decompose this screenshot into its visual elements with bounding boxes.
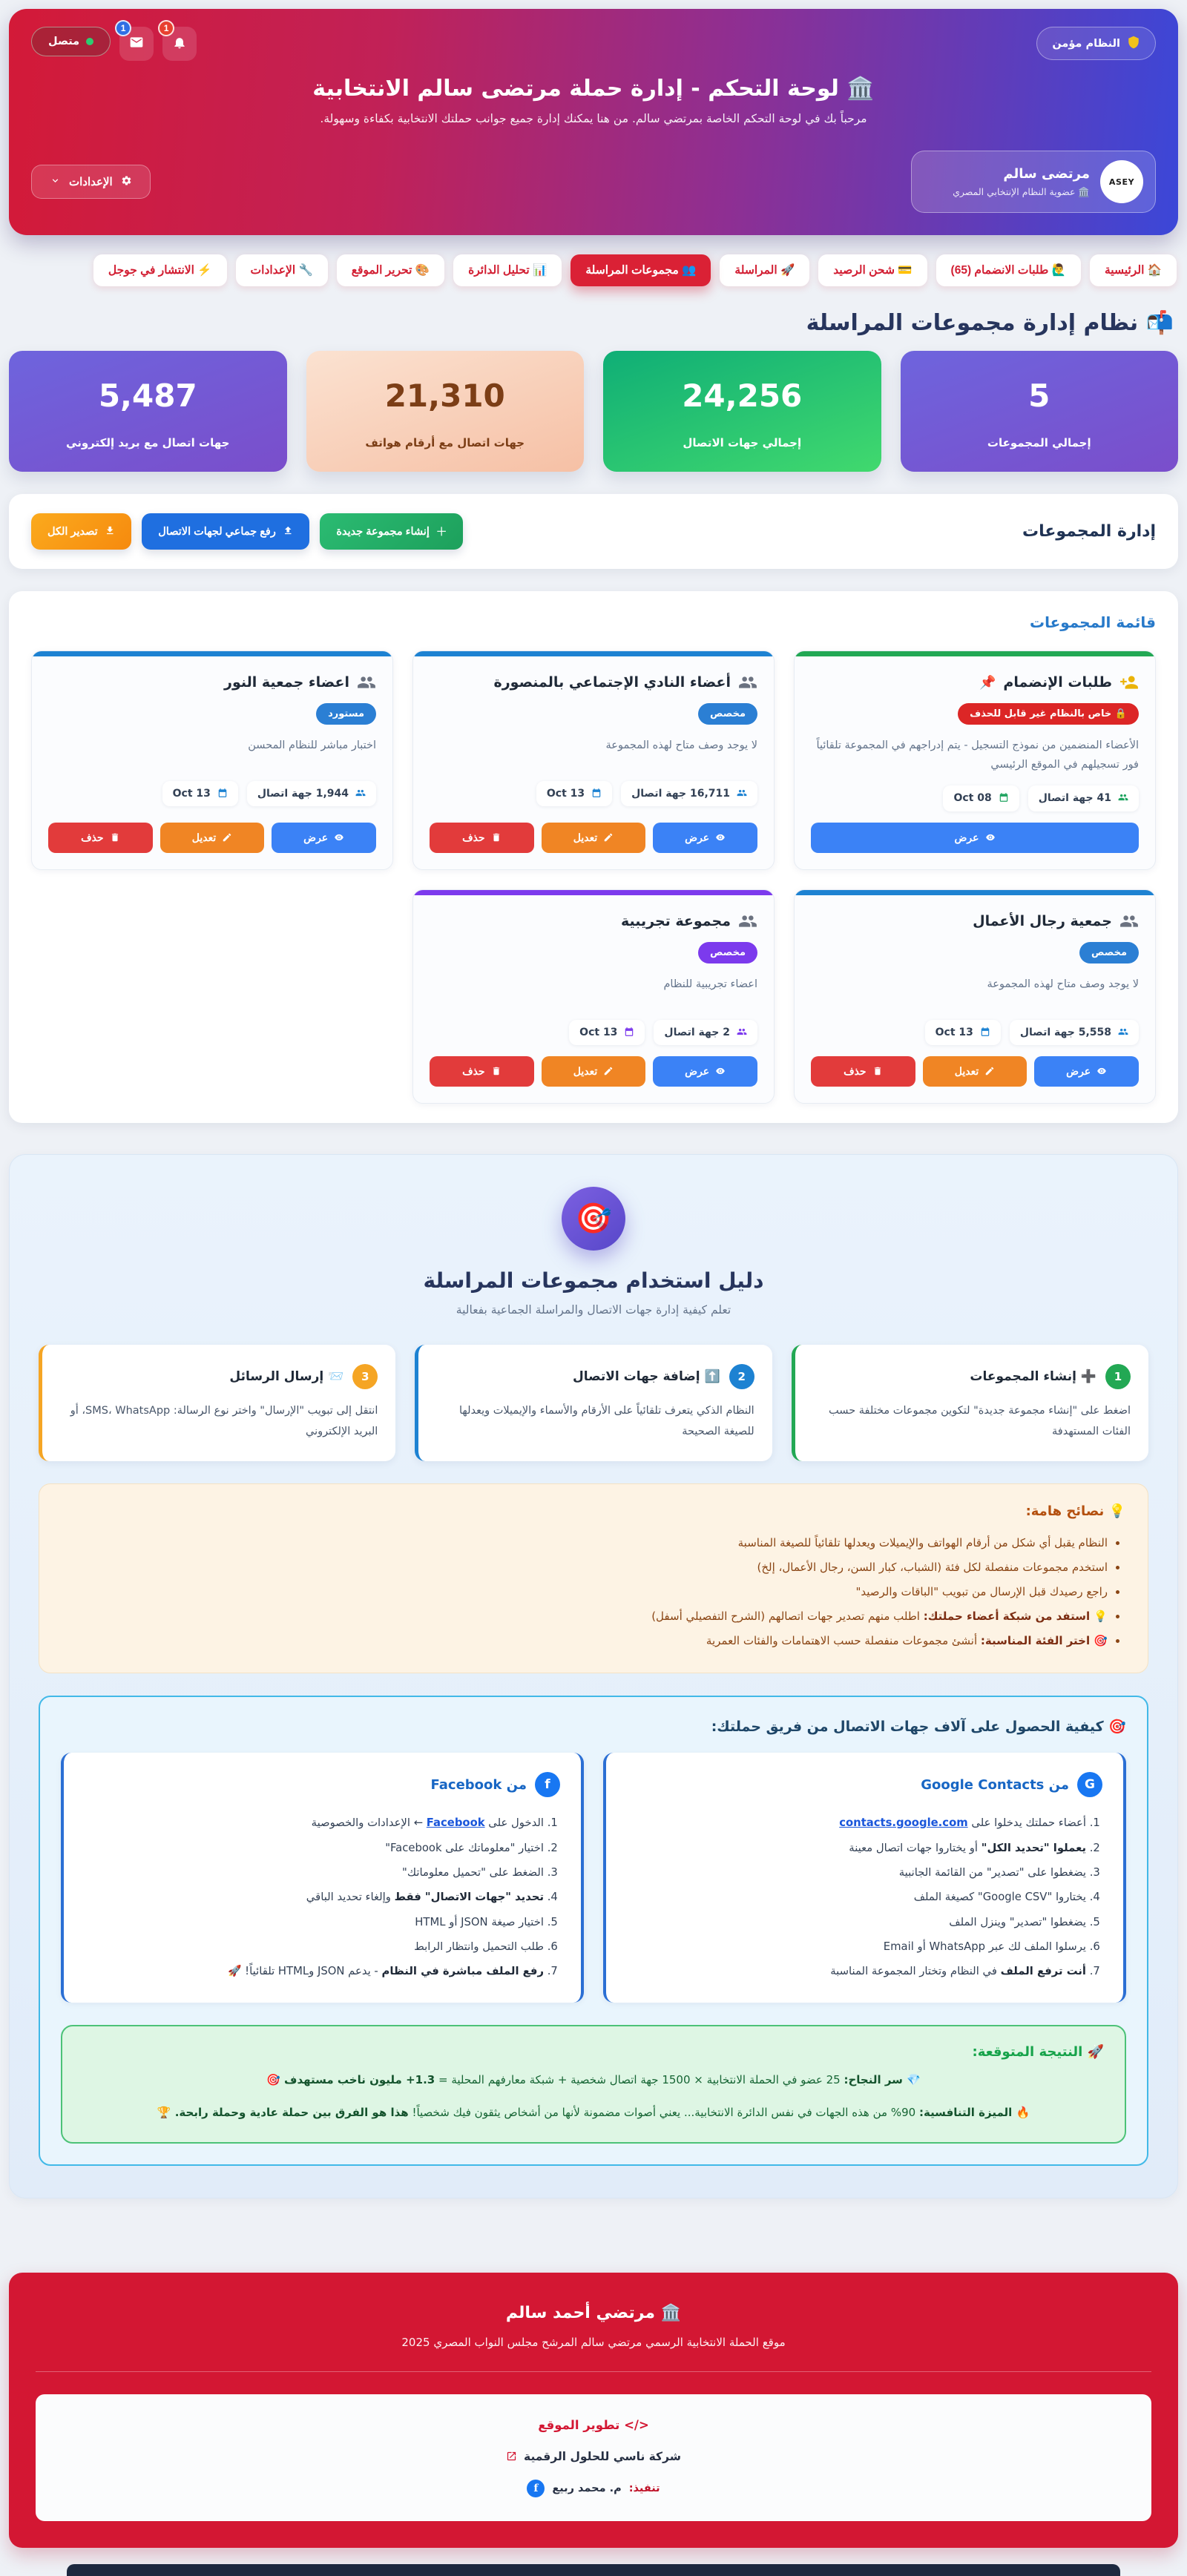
group-title: اعضاء جمعية النور — [224, 674, 349, 691]
step-text: انتقل إلى تبويب "الإرسال" واختر نوع الرسالة: SMS، WhatsApp، أو البريد الإلكتروني — [70, 1404, 378, 1438]
howto-step: 7. أنت ترفع الملف في النظام وتختار المجموعة المناسبة — [627, 1959, 1086, 1983]
group-description: الأعضاء المنضمين من نموذج التسجيل - يتم إدراجهم في المجموعة تلقائياً فور تسجيلهم في الموقع الرئيسي — [816, 739, 1139, 771]
stat-value: 5 — [1028, 378, 1050, 414]
eye-icon — [1096, 1065, 1107, 1077]
howto-step: 5. يضغطوا "تصدير" وينزل الملف — [627, 1910, 1086, 1934]
connection-status-pill — [31, 27, 111, 56]
messages-button[interactable] — [119, 23, 154, 61]
footer — [9, 2273, 1178, 2548]
tips-title: 💡 نصائح هامة: — [1025, 1503, 1125, 1520]
howto-title: 🎯 كيفية الحصول على آلاف جهات الاتصال من فريق حملتك: — [711, 1719, 1126, 1736]
create-group-label: إنشاء مجموعة جديدة — [336, 525, 430, 538]
howto-step: 1. أعضاء حملتك يدخلوا على contacts.google.com — [627, 1811, 1086, 1835]
people-icon — [737, 788, 747, 800]
group-title: طلبات الإنضمام — [1003, 674, 1112, 691]
stat-label: جهات اتصال مع أرقام هواتف — [365, 436, 525, 449]
facebook-link[interactable]: Facebook — [426, 1816, 485, 1830]
header — [9, 9, 1178, 235]
google-steps — [627, 1811, 1102, 1983]
delete-group-button[interactable] — [48, 823, 153, 853]
group-title: أعضاء النادي الإجتماعي بالمنصورة — [493, 674, 731, 691]
pencil-icon — [222, 831, 232, 843]
online-dot-icon — [86, 38, 93, 45]
trash-icon — [491, 1065, 502, 1077]
gear-icon — [121, 175, 132, 188]
eye-icon — [985, 831, 996, 843]
step-number: 1 — [1105, 1364, 1131, 1389]
view-label: عرض — [1066, 1064, 1091, 1077]
eye-icon — [715, 831, 726, 843]
dev-company-name: شركة ناسي للحلول الرقمية — [524, 2450, 681, 2464]
group-card-social-club — [412, 650, 775, 870]
group-description: لا يوجد وصف متاح لهذه المجموعة — [987, 978, 1139, 990]
user-role: 🏛️ عضوية النظام الإنتخابي المصري — [953, 185, 1090, 197]
avatar-logo-text: ASEY — [1108, 177, 1135, 187]
step-number: 2 — [729, 1364, 754, 1389]
manage-buttons — [31, 513, 463, 550]
tab-home[interactable]: 🏠 الرئيسية — [1090, 254, 1177, 286]
delete-label: حذف — [462, 831, 485, 843]
step-text: اضغط على "إنشاء مجموعة جديدة" لتكوين مجموعات مختلفة حسب الفئات المستهدفة — [829, 1404, 1131, 1438]
view-group-button[interactable] — [272, 823, 376, 853]
delete-label: حذف — [81, 831, 104, 843]
group-description: لا يوجد وصف متاح لهذه المجموعة — [605, 739, 757, 751]
contacts-count: 5,558 جهة اتصال — [1019, 1026, 1111, 1038]
pencil-icon — [603, 1065, 614, 1077]
guide-subtitle: تعلم كيفية إدارة جهات الاتصال والمراسلة الجماعية بفعالية — [456, 1302, 731, 1317]
notifications-button[interactable] — [162, 23, 197, 61]
facebook-heading: من Facebook — [430, 1776, 527, 1793]
calendar-icon — [217, 788, 228, 800]
google-icon: G — [1077, 1772, 1102, 1797]
people-icon — [737, 1027, 747, 1038]
user-chip[interactable] — [911, 151, 1156, 213]
people-icon — [357, 673, 376, 692]
user-name: مرتضى سالم — [1003, 165, 1090, 182]
howto-step: 6. يرسلوا الملف لك عبر WhatsApp أو Email — [627, 1934, 1086, 1959]
create-group-button[interactable] — [320, 513, 463, 550]
card-accent-bar — [795, 890, 1155, 895]
google-contacts-card — [603, 1753, 1126, 2003]
date-value: Oct 08 — [953, 792, 992, 805]
page-subtitle: مرحباً بك في لوحة التحكم الخاصة بمرتضي سالم. من هنا يمكنك إدارة جميع جوانب حملتك الانتخابية بكفاءة وسهولة. — [320, 112, 867, 125]
date-pill — [925, 1020, 1001, 1045]
contacts-count-pill — [247, 781, 376, 806]
tab-district-analysis[interactable]: 📊 تحليل الدائرة — [453, 254, 562, 286]
export-all-button[interactable] — [31, 513, 131, 550]
howto-step: 2. يعملوا "تحديد الكل" أو يختاروا جهات اتصال معينة — [627, 1836, 1086, 1860]
group-description: اختبار مباشر للنظام المحسن — [248, 739, 376, 751]
guide-step-create — [792, 1345, 1148, 1462]
avatar — [1100, 160, 1143, 203]
credit-name: م. محمد ربيع — [552, 2483, 622, 2495]
facebook-icon: f — [535, 1772, 560, 1797]
date-pill — [536, 781, 612, 806]
stat-value: 24,256 — [682, 378, 803, 414]
contacts-count: 16,711 جهة اتصال — [631, 788, 730, 800]
edit-label: تعديل — [191, 831, 217, 843]
date-value: Oct 13 — [546, 788, 585, 800]
usage-guide-section — [9, 1154, 1178, 2199]
view-label: عرض — [303, 831, 329, 843]
howto-box — [39, 1696, 1148, 2166]
groups-list-title: قائمة المجموعات — [1029, 613, 1156, 631]
view-group-button[interactable] — [811, 823, 1139, 853]
contacts-count: 2 جهة اتصال — [664, 1026, 730, 1038]
pencil-icon — [984, 1065, 995, 1077]
contacts-count-pill — [621, 781, 757, 806]
eye-icon — [715, 1065, 726, 1077]
contacts-google-link[interactable]: contacts.google.com — [839, 1816, 968, 1830]
view-label: عرض — [685, 831, 710, 843]
stat-value: 21,310 — [384, 378, 505, 414]
edit-label: تعديل — [573, 831, 598, 843]
result-line: 💎 سر النجاح: 25 عضو في الحملة الانتخابية × 1500 جهة اتصال شخصية + شبكة معارفهم المحلية = 1.3+ مليون ناخب مستهدف 🎯 — [266, 2073, 921, 2087]
contacts-count-pill — [1028, 785, 1139, 811]
page-title: 🏛️ لوحة التحكم - إدارة حملة مرتضى سالم الانتخابية — [312, 76, 875, 102]
group-title: جمعية رجال الأعمال — [973, 912, 1112, 929]
bulk-upload-button[interactable] — [142, 513, 309, 550]
guide-step-send — [39, 1345, 395, 1462]
howto-step: 4. يختاروا "Google CSV" كصيغة الملف — [627, 1885, 1086, 1909]
plus-icon: ＋ — [435, 527, 447, 538]
bulk-upload-label: رفع جماعي لجهات الاتصال — [158, 525, 276, 538]
people-icon — [738, 673, 757, 692]
group-card-businessmen — [794, 889, 1156, 1104]
view-label: عرض — [954, 831, 979, 843]
tip-item: • راجع رصيدك قبل الإرسال من تبويب "الباقات والرصيد" — [62, 1580, 1108, 1604]
view-group-button[interactable] — [653, 1056, 757, 1087]
step-text: النظام الذكي يتعرف تلقائياً على الأرقام والأسماء والإيميلات ويعدلها للصيغة الصحيحة — [458, 1404, 754, 1438]
credit-label: تنفيذ: — [628, 2483, 660, 2495]
card-accent-bar — [795, 651, 1155, 656]
system-locked-badge: 🔒 خاص بالنظام غير قابل للحذف — [958, 703, 1139, 725]
step-title: ➕ إنشاء المجموعات — [970, 1368, 1096, 1384]
connection-status-label: متصل — [48, 36, 80, 47]
contacts-count-pill — [1010, 1020, 1139, 1045]
date-value: Oct 13 — [579, 1026, 618, 1038]
stat-contacts-with-phones — [306, 351, 585, 472]
guide-title: دليل استخدام مجموعات المراسلة — [423, 1268, 764, 1293]
expected-result-box — [61, 2025, 1126, 2144]
tip-item: • 🎯 اختر الفئة المناسبة: أنشئ مجموعات منفصلة حسب الاهتمامات والفئات العمرية — [62, 1629, 1108, 1653]
external-link-icon[interactable] — [506, 2450, 517, 2463]
edit-group-button[interactable] — [542, 823, 646, 853]
group-type-badge: مخصص — [698, 703, 757, 725]
footer-tagline: موقع الحملة الانتخابية الرسمي مرتضي سالم المرشح مجلس النواب المصري 2025 — [401, 2336, 786, 2350]
howto-step: 7. رفع الملف مباشرة في النظام - يدعم JSON وHTML تلقائياً! 🚀 — [85, 1959, 544, 1983]
trash-icon — [872, 1065, 883, 1077]
tab-google-presence[interactable]: ⚡ الانتشار في جوجل — [93, 254, 227, 286]
group-cards-grid — [31, 650, 1156, 1104]
stats-row — [9, 351, 1178, 472]
howto-step: 2. اختيار "معلوماتك على Facebook" — [85, 1836, 544, 1860]
calendar-icon — [999, 792, 1009, 804]
view-group-button[interactable] — [653, 823, 757, 853]
export-all-label: تصدير الكل — [47, 525, 98, 538]
date-value: Oct 13 — [172, 788, 211, 800]
step-title: 📨 إرسال الرسائل — [229, 1368, 344, 1384]
developer-card — [36, 2394, 1151, 2521]
trash-icon — [491, 831, 502, 843]
dev-title: </> تطوير الموقع — [538, 2418, 649, 2433]
dashboard-page — [9, 0, 1178, 2576]
group-card-test — [412, 889, 775, 1104]
date-value: Oct 13 — [935, 1026, 973, 1038]
guide-step-add-contacts — [415, 1345, 772, 1462]
group-title: مجموعة تجريبية — [620, 912, 731, 929]
date-pill — [569, 1020, 645, 1045]
delete-label: حذف — [462, 1064, 485, 1077]
secure-system-badge — [1036, 27, 1156, 60]
bell-icon — [172, 35, 187, 53]
envelope-icon — [129, 35, 144, 53]
tip-item: • النظام يقبل أي شكل من أرقام الهواتف والإيميلات ويعدلها تلقائياً للصيغة المناسبة — [62, 1531, 1108, 1555]
contacts-count-pill — [654, 1020, 757, 1045]
result-title: 🚀 النتيجة المتوقعة: — [972, 2044, 1104, 2061]
howto-step: 3. الضغط على "تحميل معلوماتك" — [85, 1860, 544, 1885]
guide-steps — [39, 1345, 1148, 1462]
calendar-icon — [591, 788, 602, 800]
edit-label: تعديل — [954, 1064, 979, 1077]
stat-label: إجمالي المجموعات — [987, 436, 1091, 449]
footer-candidate-name: 🏛️ مرتضي أحمد سالم — [505, 2304, 682, 2323]
card-accent-bar — [32, 651, 392, 656]
stat-total-contacts — [603, 351, 881, 472]
secure-system-label: النظام مؤمن — [1052, 37, 1120, 50]
tips-box — [39, 1483, 1148, 1673]
tab-join-requests[interactable]: 🙋‍♂️ طلبات الانضمام (65) — [936, 254, 1081, 286]
people-icon — [1119, 912, 1139, 931]
card-accent-bar — [413, 890, 774, 895]
stat-value: 5,487 — [98, 378, 197, 414]
delete-group-button[interactable] — [811, 1056, 915, 1087]
group-type-badge: مخصص — [1079, 942, 1139, 963]
facebook-steps — [85, 1811, 560, 1983]
target-emoji: 🎯 — [575, 1202, 612, 1236]
settings-button[interactable] — [31, 165, 151, 199]
upload-icon — [283, 525, 294, 538]
howto-step: 6. طلب التحميل وانتظار الرابط — [85, 1934, 544, 1959]
group-description: اعضاء تجريبية للنظام — [663, 978, 757, 990]
delete-group-button[interactable] — [430, 823, 534, 853]
tab-messaging[interactable]: 🚀 المراسلة — [720, 254, 809, 286]
card-accent-bar — [413, 651, 774, 656]
edit-group-button[interactable] — [542, 1056, 646, 1087]
dev-company-row — [59, 2450, 1128, 2463]
tab-settings[interactable]: 🔧 الإعدادات — [236, 254, 328, 286]
facebook-card — [61, 1753, 584, 2003]
result-line: 🔥 الميزة التنافسية: 90% من هذه الجهات في نفس الدائرة الانتخابية... يعني أصوات مضمونة لأنها من أشخاص يثقون فيك شخصياً! هذا هو الفرق بين حملة عادية وحملة رابحة. 🏆 — [157, 2105, 1030, 2119]
contacts-count: 41 جهة اتصال — [1038, 792, 1111, 805]
stat-label: إجمالي جهات الاتصال — [683, 436, 802, 449]
tab-messaging-groups[interactable]: 👥 مجموعات المراسلة — [571, 254, 711, 286]
section-title: 📬 نظام إدارة مجموعات المراسلة — [806, 310, 1174, 336]
group-card-join-requests — [794, 650, 1156, 870]
view-label: عرض — [685, 1064, 710, 1077]
shield-icon — [1127, 36, 1140, 51]
settings-label: الإعدادات — [69, 176, 113, 188]
date-pill — [162, 781, 238, 806]
facebook-icon[interactable]: f — [527, 2480, 545, 2497]
edit-label: تعديل — [573, 1064, 598, 1077]
tip-item: • 💡 استفد من شبكة أعضاء حملتك: اطلب منهم تصدير جهات اتصالهم (الشرح التفصيلي أسفل) — [62, 1604, 1108, 1629]
howto-step: 1. الدخول على Facebook ← الإعدادات والخصوصية — [85, 1811, 544, 1835]
groups-manage-panel — [9, 494, 1178, 569]
howto-step: 4. تحديد "جهات الاتصال" فقط وإلغاء تحديد الباقي — [85, 1885, 544, 1909]
tab-site-editor[interactable]: 🎨 تحرير الموقع — [337, 254, 444, 286]
trash-icon — [110, 831, 120, 843]
delete-group-button[interactable] — [430, 1056, 534, 1087]
edit-group-button[interactable] — [160, 823, 265, 853]
google-heading: من Google Contacts — [921, 1776, 1069, 1793]
tip-item: • استخدم مجموعات منفصلة لكل فئة (الشباب، كبار السن، رجال الأعمال، إلخ) — [62, 1555, 1108, 1580]
howto-step: 3. يضغطوا على "تصدير" من القائمة الجانبية — [627, 1860, 1086, 1885]
view-group-button[interactable] — [1034, 1056, 1139, 1087]
step-title: ⬆️ إضافة جهات الاتصال — [572, 1368, 720, 1384]
stat-contacts-with-email — [9, 351, 287, 472]
manage-title: إدارة المجموعات — [1022, 522, 1156, 541]
stat-label: جهات اتصال مع بريد إلكتروني — [66, 436, 230, 449]
date-pill — [943, 785, 1019, 811]
target-icon — [562, 1187, 625, 1251]
group-type-badge: مستورد — [316, 703, 376, 725]
tips-list — [62, 1531, 1125, 1653]
footer-divider — [36, 2371, 1151, 2372]
people-icon — [1118, 792, 1128, 804]
eye-icon — [334, 831, 344, 843]
header-actions — [31, 23, 197, 61]
contacts-count: 1,944 جهة اتصال — [257, 788, 349, 800]
calendar-icon — [624, 1027, 634, 1038]
dev-credit-row — [59, 2480, 1128, 2497]
main-tabs — [10, 254, 1177, 286]
messages-count-badge: 1 — [115, 20, 131, 36]
tab-recharge[interactable]: 💳 شحن الرصيد — [818, 254, 927, 286]
next-section-cutoff-bar — [67, 2564, 1120, 2576]
chevron-down-icon — [50, 175, 61, 188]
calendar-icon — [980, 1027, 990, 1038]
people-icon — [738, 912, 757, 931]
people-icon — [355, 788, 366, 800]
howto-step: 5. اختيار صيغة JSON أو HTML — [85, 1910, 544, 1934]
group-type-badge: مخصص — [698, 942, 757, 963]
edit-group-button[interactable] — [923, 1056, 1027, 1087]
people-icon — [1118, 1027, 1128, 1038]
pencil-icon — [603, 831, 614, 843]
person-plus-icon — [1119, 673, 1139, 692]
group-card-alnour — [31, 650, 393, 870]
pin-icon: 📌 — [979, 674, 996, 691]
notifications-count-badge: 1 — [158, 20, 174, 36]
download-icon — [105, 525, 116, 538]
stat-total-groups — [901, 351, 1179, 472]
step-number: 3 — [352, 1364, 378, 1389]
groups-list-panel — [9, 591, 1178, 1123]
delete-label: حذف — [844, 1064, 867, 1077]
